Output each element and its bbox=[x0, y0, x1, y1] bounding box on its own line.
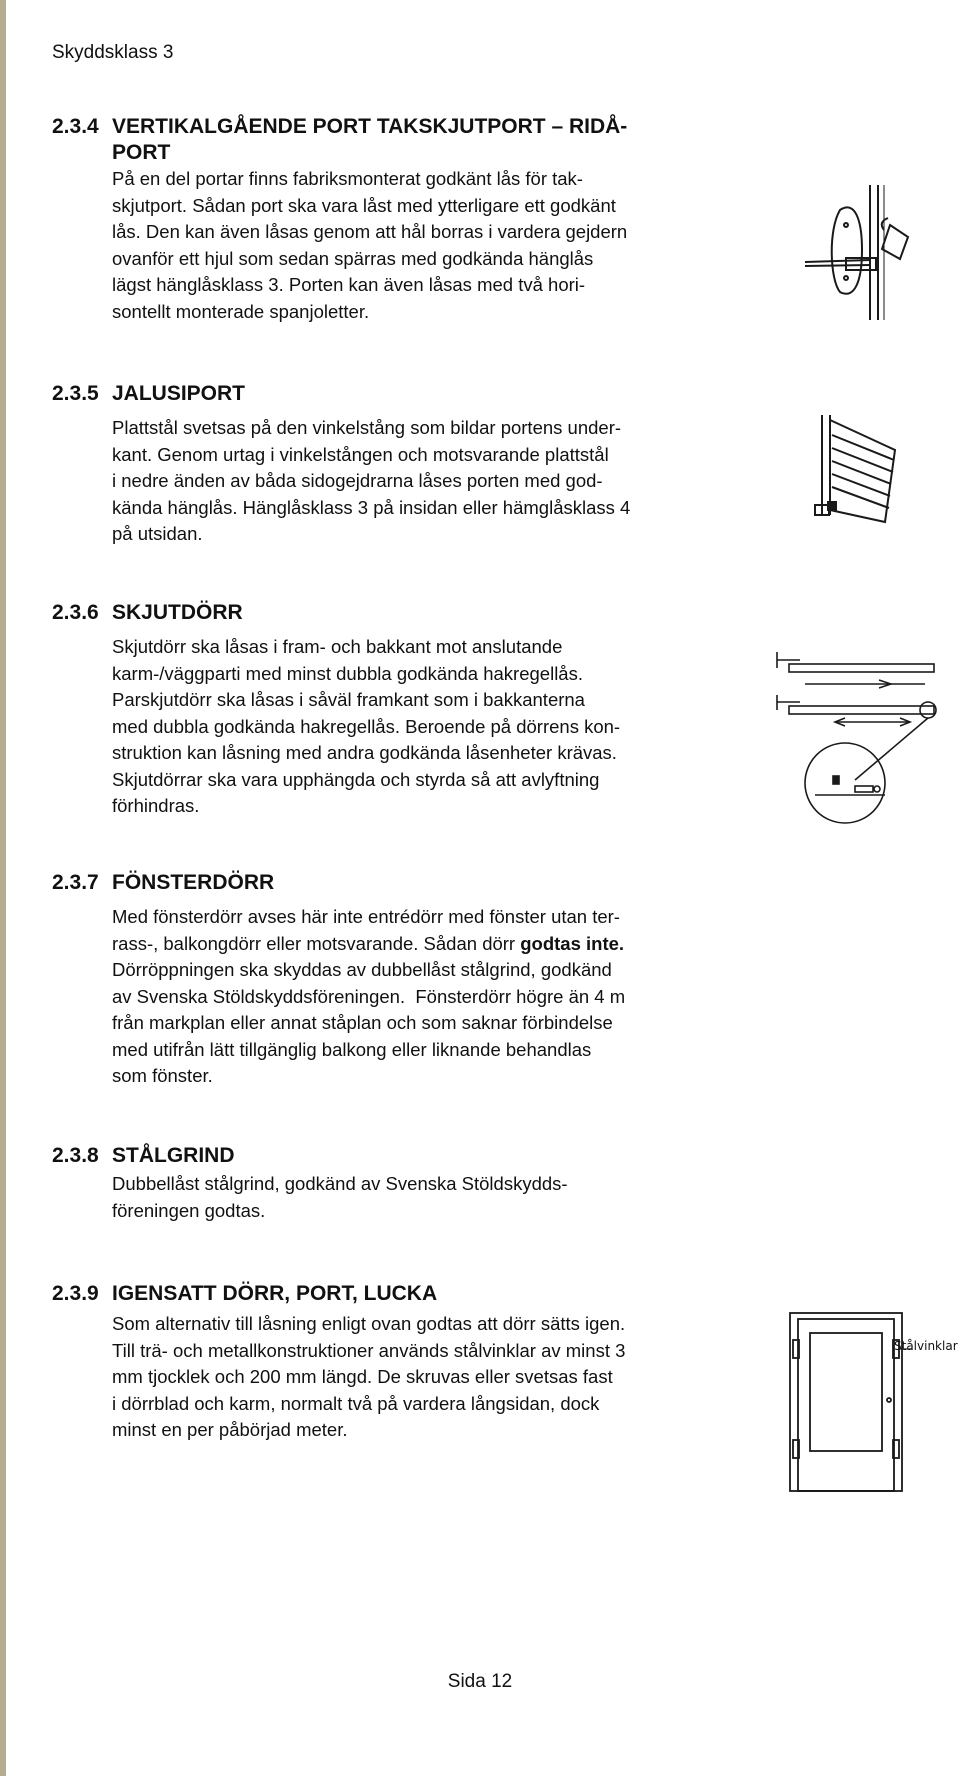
section-title: VERTIKALGÅENDE PORT TAKSKJUTPORT – RIDÅ- PORT bbox=[112, 115, 628, 164]
body-line: med utifrån lätt tillgänglig balkong eller liknande behandlas bbox=[112, 1038, 592, 1060]
body-line: lås. Den kan även låsas genom att hål borras i vardera gejdern bbox=[112, 221, 628, 242]
section-2-3-8 bbox=[52, 1143, 712, 1224]
body-line: minst en per påbörjad meter. bbox=[112, 1419, 348, 1440]
section-heading bbox=[52, 1281, 712, 1307]
body-line: sontellt monterade spanjoletter. bbox=[112, 300, 370, 322]
body-line: med dubbla godkända hakregellås. Beroende på dörrens kon- bbox=[112, 715, 621, 737]
body-line: lägst hänglåsklass 3. Porten kan även låsas med två hori- bbox=[112, 274, 586, 295]
section-body bbox=[112, 904, 712, 1090]
section-body bbox=[112, 415, 712, 548]
body-line: föreningen godtas. bbox=[112, 1199, 266, 1221]
section-title: JALUSIPORT bbox=[112, 382, 246, 405]
section-heading bbox=[52, 1143, 712, 1169]
blocked-door-illustration bbox=[780, 1305, 956, 1495]
body-line: Skjutdörrar ska vara upphängda och styrda så att avlyftning bbox=[112, 768, 600, 790]
section-heading bbox=[52, 381, 712, 407]
section-body bbox=[112, 634, 712, 820]
section-2-3-4 bbox=[52, 114, 712, 325]
section-number: 2.3.6 bbox=[52, 601, 99, 624]
roller-shutter-illustration bbox=[810, 410, 900, 525]
body-line: i nedre änden av båda sidogejdrarna låses porten med god- bbox=[112, 470, 603, 491]
body-line: skjutport. Sådan port ska vara låst med ytterligare ett godkänt bbox=[112, 194, 616, 216]
body-line: kant. Genom urtag i vinkelstången och motsvarande plattstål bbox=[112, 443, 609, 465]
body-line: rass-, balkongdörr eller motsvarande. Sådan dörr godtas inte. bbox=[112, 932, 625, 954]
section-2-3-5 bbox=[52, 381, 712, 548]
section-2-3-9 bbox=[52, 1281, 712, 1444]
body-line: förhindras. bbox=[112, 795, 200, 816]
body-line: kända hänglås. Hänglåsklass 3 på insidan eller hämglåsklass 4 bbox=[112, 496, 631, 518]
body-line: Dubbellåst stålgrind, godkänd av Svenska Stöldskydds- bbox=[112, 1173, 568, 1194]
section-body bbox=[112, 1311, 712, 1444]
page-edge-bar bbox=[0, 0, 6, 1776]
section-body bbox=[112, 166, 712, 325]
body-line: från markplan eller annat ståplan och som saknar förbindelse bbox=[112, 1012, 613, 1033]
section-2-3-7 bbox=[52, 870, 712, 1090]
section-title: SKJUTDÖRR bbox=[112, 601, 243, 624]
body-line: ovanför ett hjul som sedan spärras med godkända hänglås bbox=[112, 247, 594, 269]
body-line: i dörrblad och karm, normalt två på vardera långsidan, dock bbox=[112, 1392, 600, 1414]
emphasis-text: godtas inte. bbox=[520, 932, 625, 954]
body-line: På en del portar finns fabriksmonterat godkänt lås för tak- bbox=[112, 168, 583, 189]
section-number: 2.3.4 bbox=[52, 115, 99, 138]
body-line: Dörröppningen ska skyddas av dubbellåst stålgrind, godkänd bbox=[112, 959, 612, 980]
section-number: 2.3.8 bbox=[52, 1144, 99, 1167]
body-line: karm-/väggparti med minst dubbla godkända hakregellås. bbox=[112, 662, 583, 684]
body-line: Plattstål svetsas på den vinkelstång som bildar portens under- bbox=[112, 417, 622, 438]
section-title: STÅLGRIND bbox=[112, 1144, 235, 1167]
running-header: Skyddsklass 3 bbox=[52, 42, 174, 63]
sliding-door-illustration bbox=[775, 650, 945, 840]
body-line: Som alternativ till låsning enligt ovan godtas att dörr sätts igen. bbox=[112, 1313, 626, 1334]
body-line: Parskjutdörr ska låsas i såväl framkant som i bakkanterna bbox=[112, 689, 585, 710]
section-heading bbox=[52, 600, 712, 626]
figure-callout-label: Stålvinklar bbox=[894, 1339, 958, 1353]
section-heading bbox=[52, 870, 712, 896]
section-number: 2.3.9 bbox=[52, 1282, 99, 1305]
body-line: Till trä- och metallkonstruktioner används stålvinklar av minst 3 bbox=[112, 1339, 626, 1361]
body-line: av Svenska Stöldskyddsföreningen. Fönsterdörr högre än 4 m bbox=[112, 985, 626, 1007]
section-number: 2.3.7 bbox=[52, 871, 99, 894]
body-line: på utsidan. bbox=[112, 523, 203, 544]
body-line: som fönster. bbox=[112, 1065, 213, 1086]
body-line: struktion kan låsning med andra godkända låsenheter krävas. bbox=[112, 742, 617, 763]
section-number: 2.3.5 bbox=[52, 382, 99, 405]
page-number: Sida 12 bbox=[447, 1671, 513, 1692]
body-line: Skjutdörr ska låsas i fram- och bakkant mot anslutande bbox=[112, 636, 563, 657]
section-title: IGENSATT DÖRR, PORT, LUCKA bbox=[112, 1282, 438, 1305]
padlock-rail-illustration bbox=[800, 180, 930, 325]
body-line: Med fönsterdörr avses här inte entrédörr med fönster utan ter- bbox=[112, 906, 620, 927]
section-title: FÖNSTERDÖRR bbox=[112, 871, 275, 894]
section-body bbox=[112, 1171, 712, 1224]
section-heading bbox=[52, 114, 712, 166]
section-2-3-6 bbox=[52, 600, 712, 820]
body-line: mm tjocklek och 200 mm längd. De skruvas eller svetsas fast bbox=[112, 1366, 613, 1387]
